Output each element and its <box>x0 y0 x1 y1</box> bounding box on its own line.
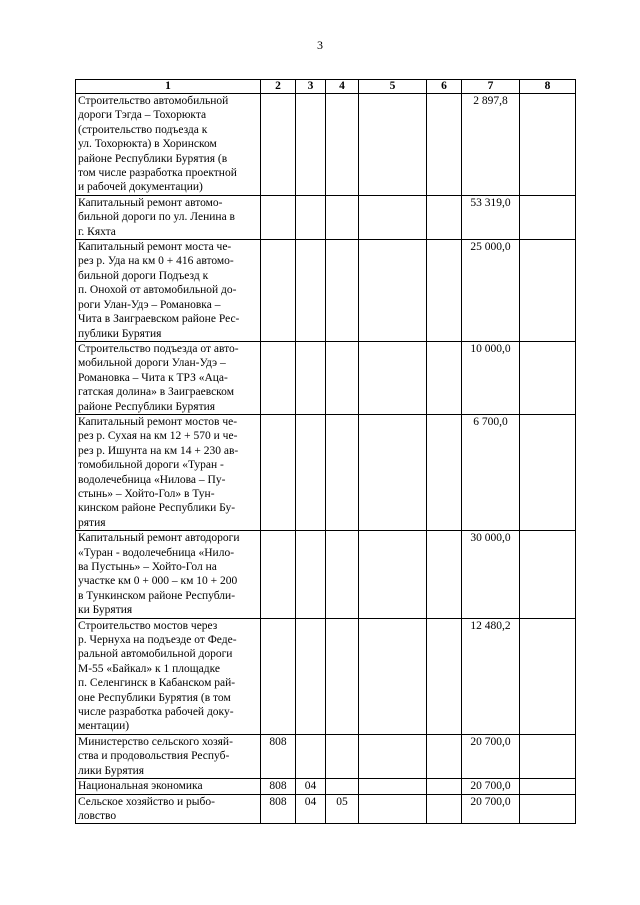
row-cell-col2 <box>261 531 296 618</box>
row-cell-col2 <box>261 195 296 239</box>
row-cell-col2 <box>261 341 296 414</box>
row-cell-col3 <box>296 240 326 342</box>
row-amount-cell: 6 700,0 <box>462 414 520 530</box>
row-cell-col3 <box>296 734 326 778</box>
table-row <box>76 794 576 824</box>
row-amount-cell: 20 700,0 <box>462 779 520 794</box>
row-cell-col4 <box>326 341 359 414</box>
row-cell-col3 <box>296 341 326 414</box>
row-cell-col5 <box>359 531 427 618</box>
row-cell-col5 <box>359 734 427 778</box>
row-cell-col2: 808 <box>261 794 296 824</box>
row-cell-col5 <box>359 794 427 824</box>
row-cell-col8 <box>520 794 576 824</box>
row-name-cell: Министерство сельского хозяй- ства и продовольствия Респуб- лики Бурятия <box>76 734 261 778</box>
row-cell-col4: 05 <box>326 794 359 824</box>
row-amount-cell: 30 000,0 <box>462 531 520 618</box>
row-cell-col2: 808 <box>261 734 296 778</box>
row-cell-col2 <box>261 618 296 734</box>
row-cell-col4 <box>326 240 359 342</box>
table-row <box>76 531 576 618</box>
row-name-cell: Сельское хозяйство и рыбо- ловство <box>76 794 261 824</box>
row-cell-col6 <box>427 618 462 734</box>
row-cell-col4 <box>326 734 359 778</box>
row-cell-col2 <box>261 414 296 530</box>
row-amount-cell: 25 000,0 <box>462 240 520 342</box>
row-cell-col8 <box>520 195 576 239</box>
page-number: 3 <box>317 38 323 52</box>
row-cell-col4 <box>326 94 359 196</box>
row-cell-col8 <box>520 94 576 196</box>
table-row <box>76 341 576 414</box>
row-name-cell: Строительство подъезда от авто- мобильной дороги Улан-Удэ – Романовка – Чита к ТРЗ «Аца- гатская долина» в Заиграевском районе Республики Бурятия <box>76 341 261 414</box>
row-cell-col8 <box>520 240 576 342</box>
row-cell-col5 <box>359 779 427 794</box>
column-header-2: 2 <box>261 80 296 94</box>
row-cell-col6 <box>427 531 462 618</box>
row-cell-col3 <box>296 195 326 239</box>
row-cell-col3: 04 <box>296 779 326 794</box>
row-cell-col6 <box>427 734 462 778</box>
row-cell-col4 <box>326 531 359 618</box>
row-amount-cell: 10 000,0 <box>462 341 520 414</box>
budget-table <box>75 79 576 824</box>
table-header-row <box>76 80 576 94</box>
column-header-7: 7 <box>462 80 520 94</box>
column-header-4: 4 <box>326 80 359 94</box>
row-amount-cell: 20 700,0 <box>462 794 520 824</box>
row-cell-col3 <box>296 94 326 196</box>
row-name-cell: Строительство автомобильной дороги Тэгда – Тохорюкта (строительство подъезда к ул. Тохорюкта) в Хоринском районе Республики Бурятия (в том числе разработка проектной и рабочей документации) <box>76 94 261 196</box>
row-amount-cell: 12 480,2 <box>462 618 520 734</box>
row-amount-cell: 2 897,8 <box>462 94 520 196</box>
row-amount-cell: 53 319,0 <box>462 195 520 239</box>
row-cell-col6 <box>427 779 462 794</box>
row-cell-col5 <box>359 195 427 239</box>
column-header-6: 6 <box>427 80 462 94</box>
row-cell-col8 <box>520 414 576 530</box>
table-row <box>76 414 576 530</box>
row-cell-col3 <box>296 618 326 734</box>
row-cell-col3 <box>296 531 326 618</box>
row-name-cell: Капитальный ремонт мостов че- рез р. Сухая на км 12 + 570 и че- рез р. Ишунта на км 14 + 230 ав- томобильной дороги «Туран - водолечебница «Нилова – Пу- стынь» – Хойто-Гол» в Тун- кинском районе Республики Бу- рятия <box>76 414 261 530</box>
row-cell-col8 <box>520 734 576 778</box>
row-name-cell: Капитальный ремонт автомо- бильной дороги по ул. Ленина в г. Кяхта <box>76 195 261 239</box>
row-cell-col6 <box>427 240 462 342</box>
table-row <box>76 240 576 342</box>
column-header-3: 3 <box>296 80 326 94</box>
row-cell-col6 <box>427 794 462 824</box>
row-cell-col2 <box>261 94 296 196</box>
row-cell-col6 <box>427 94 462 196</box>
row-cell-col8 <box>520 341 576 414</box>
column-header-5: 5 <box>359 80 427 94</box>
row-cell-col4 <box>326 414 359 530</box>
row-cell-col5 <box>359 94 427 196</box>
row-name-cell: Национальная экономика <box>76 779 261 794</box>
row-cell-col4 <box>326 618 359 734</box>
row-name-cell: Строительство мостов через р. Чернуха на подъезде от Феде- ральной автомобильной дороги М-55 «Байкал» к 1 площадке п. Селенгинск в Кабанском рай- оне Республики Бурятия (в том числе разработка рабочей доку- ментации) <box>76 618 261 734</box>
row-cell-col3 <box>296 414 326 530</box>
row-cell-col4 <box>326 195 359 239</box>
table-row <box>76 779 576 794</box>
column-header-8: 8 <box>520 80 576 94</box>
row-cell-col6 <box>427 341 462 414</box>
row-cell-col8 <box>520 779 576 794</box>
row-amount-cell: 20 700,0 <box>462 734 520 778</box>
row-cell-col3: 04 <box>296 794 326 824</box>
row-cell-col8 <box>520 531 576 618</box>
table-row <box>76 94 576 196</box>
row-cell-col8 <box>520 618 576 734</box>
row-cell-col5 <box>359 618 427 734</box>
row-cell-col4 <box>326 779 359 794</box>
row-cell-col6 <box>427 414 462 530</box>
row-name-cell: Капитальный ремонт моста че- рез р. Уда на км 0 + 416 автомо- бильной дороги Подъезд к п. Онохой от автомобильной до- роги Улан-Удэ – Романовка – Чита в Заиграевском районе Рес- публики Бурятия <box>76 240 261 342</box>
row-name-cell: Капитальный ремонт автодороги «Туран - водолечебница «Нило- ва Пустынь» – Хойто-Гол на участке км 0 + 000 – км 10 + 200 в Тункинском районе Республи- ки Бурятия <box>76 531 261 618</box>
table-row <box>76 734 576 778</box>
table-row <box>76 618 576 734</box>
row-cell-col6 <box>427 195 462 239</box>
row-cell-col5 <box>359 414 427 530</box>
table-row <box>76 195 576 239</box>
column-header-1: 1 <box>76 80 261 94</box>
row-cell-col2: 808 <box>261 779 296 794</box>
row-cell-col5 <box>359 240 427 342</box>
row-cell-col2 <box>261 240 296 342</box>
row-cell-col5 <box>359 341 427 414</box>
